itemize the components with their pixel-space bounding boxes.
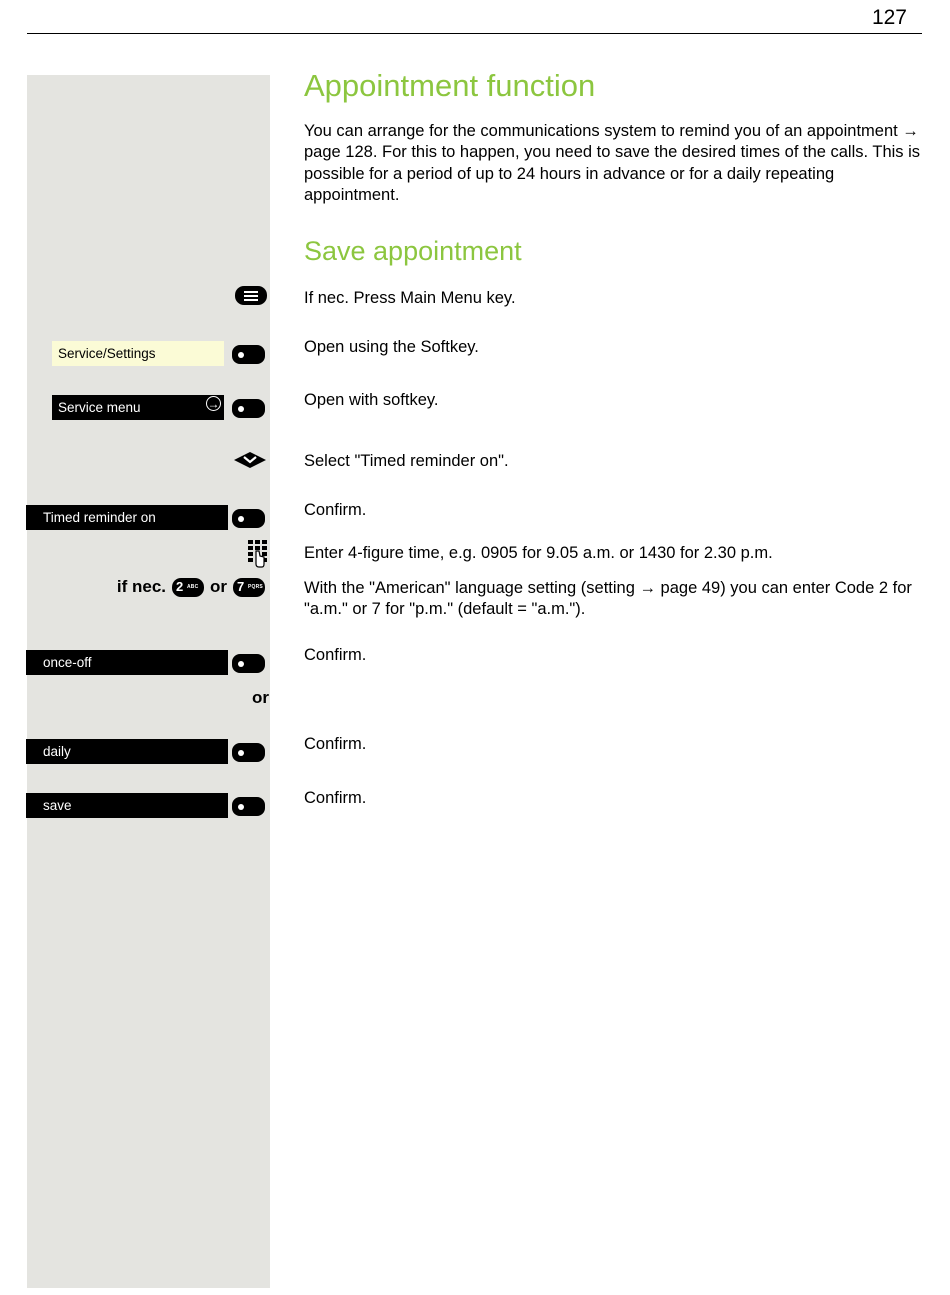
- display-save: save: [26, 793, 228, 818]
- intro-paragraph: You can arrange for the communications system to remind you of an appointment → page 128. For this to happen, you need to save the desired times of the calls. This is possible for a period of up to 24 hours in advance or for a daily repeating appointment.: [304, 122, 921, 204]
- sidebar-panel: [27, 75, 270, 1288]
- softkey-icon: [232, 345, 265, 364]
- step-confirm: Confirm.: [304, 646, 367, 664]
- step-open-with-softkey: Open with softkey.: [304, 391, 439, 409]
- step-select-timed: Select "Timed reminder on".: [304, 452, 509, 470]
- section-title: Save appointment: [304, 236, 522, 266]
- key-2-icon: 2 ABC: [172, 578, 204, 597]
- page-title: Appointment function: [304, 68, 596, 103]
- softkey-icon: [232, 399, 265, 418]
- if-nec-keys: [117, 577, 265, 597]
- step-main-menu: If nec. Press Main Menu key.: [304, 289, 516, 307]
- page-number: 127: [871, 6, 907, 29]
- or-separator: or: [252, 688, 269, 707]
- step-confirm: Confirm.: [304, 789, 367, 807]
- step-open-softkey: Open using the Softkey.: [304, 338, 479, 356]
- softkey-icon: [232, 743, 265, 762]
- softkey-icon: [232, 509, 265, 528]
- arrow-right-icon: →: [207, 397, 220, 411]
- display-once-off: once-off: [26, 650, 228, 675]
- step-confirm: Confirm.: [304, 501, 367, 519]
- step-confirm: Confirm.: [304, 735, 367, 753]
- if-nec-label: if nec.: [116, 577, 166, 596]
- header-rule: [27, 33, 922, 34]
- step-american: With the "American" language setting (setting → page 49) you can enter Code 2 for "a.m." or 7 for "p.m." (default = "a.m.").: [304, 579, 912, 619]
- softkey-icon: [232, 654, 265, 673]
- main-menu-key-icon: [235, 286, 267, 305]
- display-label: Service menu: [58, 400, 141, 415]
- display-service-settings: Service/Settings: [52, 341, 224, 366]
- softkey-icon: [232, 797, 265, 816]
- display-daily: daily: [26, 739, 228, 764]
- navigation-down-icon: [233, 451, 267, 469]
- keypad-icon: [248, 540, 268, 568]
- step-enter-time: Enter 4-figure time, e.g. 0905 for 9.05 a.m. or 1430 for 2.30 p.m.: [304, 544, 773, 562]
- display-service-menu: [52, 395, 224, 420]
- display-timed-reminder: Timed reminder on: [26, 505, 228, 530]
- or-label: or: [210, 577, 227, 596]
- key-7-icon: 7 PQRS: [233, 578, 265, 597]
